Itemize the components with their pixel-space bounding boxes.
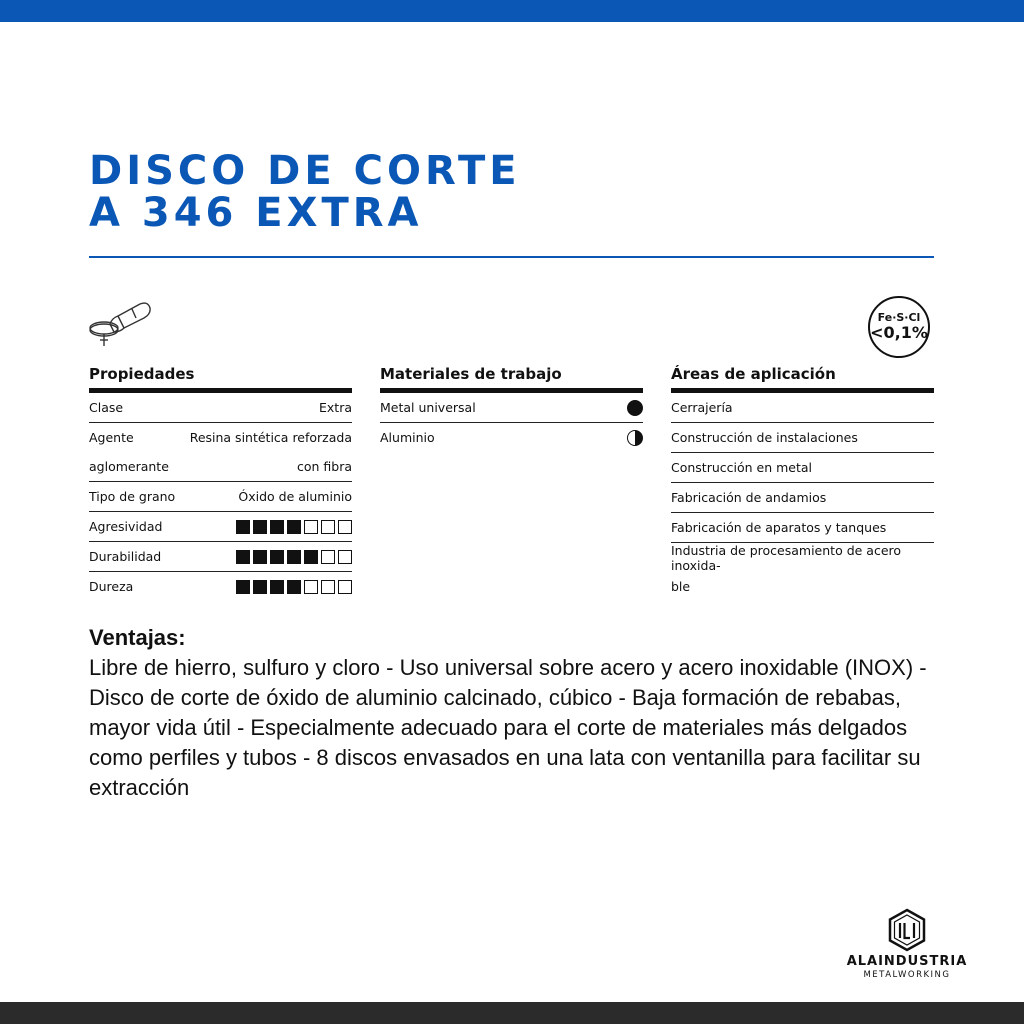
rating-square-filled: [270, 580, 284, 594]
rating-square-empty: [321, 580, 335, 594]
top-brand-bar: [0, 0, 1024, 22]
rating-square-filled: [287, 580, 301, 594]
property-value: Extra: [319, 400, 352, 415]
durabilidad-rating-scale: [236, 550, 352, 564]
area-label: Fabricación de andamios: [671, 490, 827, 505]
product-title: [89, 150, 521, 234]
area-item: [671, 483, 934, 513]
agresividad-rating-scale: [236, 520, 352, 534]
property-label: Tipo de grano: [89, 489, 176, 504]
product-title-line1: DISCO DE CORTE: [89, 148, 521, 194]
areas-heading: Áreas de aplicación: [671, 362, 934, 393]
badge-percentage: <0,1%: [870, 323, 928, 342]
property-row-clase: [89, 393, 352, 423]
rating-square-filled: [253, 520, 267, 534]
property-row-dureza: [89, 572, 352, 601]
area-label: Fabricación de aparatos y tanques: [671, 520, 887, 535]
logo-name: ALAINDUSTRIA: [846, 954, 968, 969]
material-row: [380, 393, 643, 423]
area-label: Industria de procesamiento de acero inoxida-: [671, 542, 902, 573]
rating-square-filled: [270, 520, 284, 534]
rating-square-filled: [253, 580, 267, 594]
rating-square-filled: [270, 550, 284, 564]
rating-square-empty: [304, 580, 318, 594]
area-label: ble: [671, 579, 691, 594]
property-label: Durabilidad: [89, 549, 162, 564]
property-label: aglomerante: [89, 459, 169, 474]
rating-square-filled: [236, 550, 250, 564]
property-label: Clase: [89, 400, 124, 415]
property-label: Dureza: [89, 579, 134, 594]
dureza-rating-scale: [236, 580, 352, 594]
alaindustria-hexagon-logo-icon: [887, 908, 927, 952]
angle-grinder-icon: [88, 296, 154, 348]
material-label: Metal universal: [380, 400, 476, 415]
full-suitability-circle-icon: [627, 400, 643, 416]
rating-square-filled: [236, 520, 250, 534]
area-label: Cerrajería: [671, 400, 733, 415]
product-title-line2: A 346 EXTRA: [89, 190, 423, 236]
title-divider: [89, 256, 934, 258]
property-value: con fibra: [296, 459, 352, 474]
advantages-section: [89, 623, 949, 803]
area-item: [671, 543, 934, 572]
area-item: [671, 393, 934, 423]
property-value: Resina sintética reforzada: [189, 430, 352, 445]
property-label: Agresividad: [89, 519, 163, 534]
properties-section: [89, 362, 352, 601]
property-row-grano: [89, 482, 352, 512]
materials-section: [380, 362, 643, 452]
half-suitability-circle-icon: [627, 430, 643, 446]
area-label: Construcción de instalaciones: [671, 430, 858, 445]
rating-square-empty: [321, 550, 335, 564]
properties-heading: Propiedades: [89, 362, 352, 393]
property-label: Agente: [89, 430, 134, 445]
rating-square-filled: [304, 550, 318, 564]
property-value: Óxido de aluminio: [238, 489, 352, 504]
logo-tagline: METALWORKING: [863, 970, 951, 980]
rating-square-empty: [321, 520, 335, 534]
property-row-agresividad: [89, 512, 352, 542]
badge-elements: Fe·S·Cl: [877, 311, 921, 324]
rating-square-empty: [338, 550, 352, 564]
rating-square-empty: [338, 580, 352, 594]
area-label: Construcción en metal: [671, 460, 813, 475]
application-areas-section: [671, 362, 934, 601]
iron-sulfur-chlorine-badge: [868, 296, 930, 358]
company-logo: [822, 908, 992, 984]
rating-square-filled: [287, 520, 301, 534]
area-item: [671, 513, 934, 543]
area-item: [671, 423, 934, 453]
bottom-footer-bar: [0, 1002, 1024, 1024]
property-row-aglomerante: [89, 452, 352, 482]
materials-heading: Materiales de trabajo: [380, 362, 643, 393]
rating-square-empty: [304, 520, 318, 534]
rating-square-filled: [236, 580, 250, 594]
rating-square-filled: [253, 550, 267, 564]
property-row-agente: [89, 423, 352, 452]
area-item-continuation: [671, 572, 934, 601]
rating-square-filled: [287, 550, 301, 564]
advantages-text: Libre de hierro, sulfuro y cloro - Uso universal sobre acero y acero inoxidable (INOX) - Disco de corte de óxido de aluminio calcinado, cúbico - Baja formación de rebabas, mayor vida útil - Especialmente adecuado para el corte de materiales más delgados como perfiles y tubos - 8 discos envasados en una lata con ventanilla para facilitar su extracción: [89, 655, 927, 800]
material-row: [380, 423, 643, 452]
property-row-durabilidad: [89, 542, 352, 572]
material-label: Aluminio: [380, 430, 435, 445]
area-item: [671, 453, 934, 483]
rating-square-empty: [338, 520, 352, 534]
advantages-heading: Ventajas:: [89, 625, 186, 650]
